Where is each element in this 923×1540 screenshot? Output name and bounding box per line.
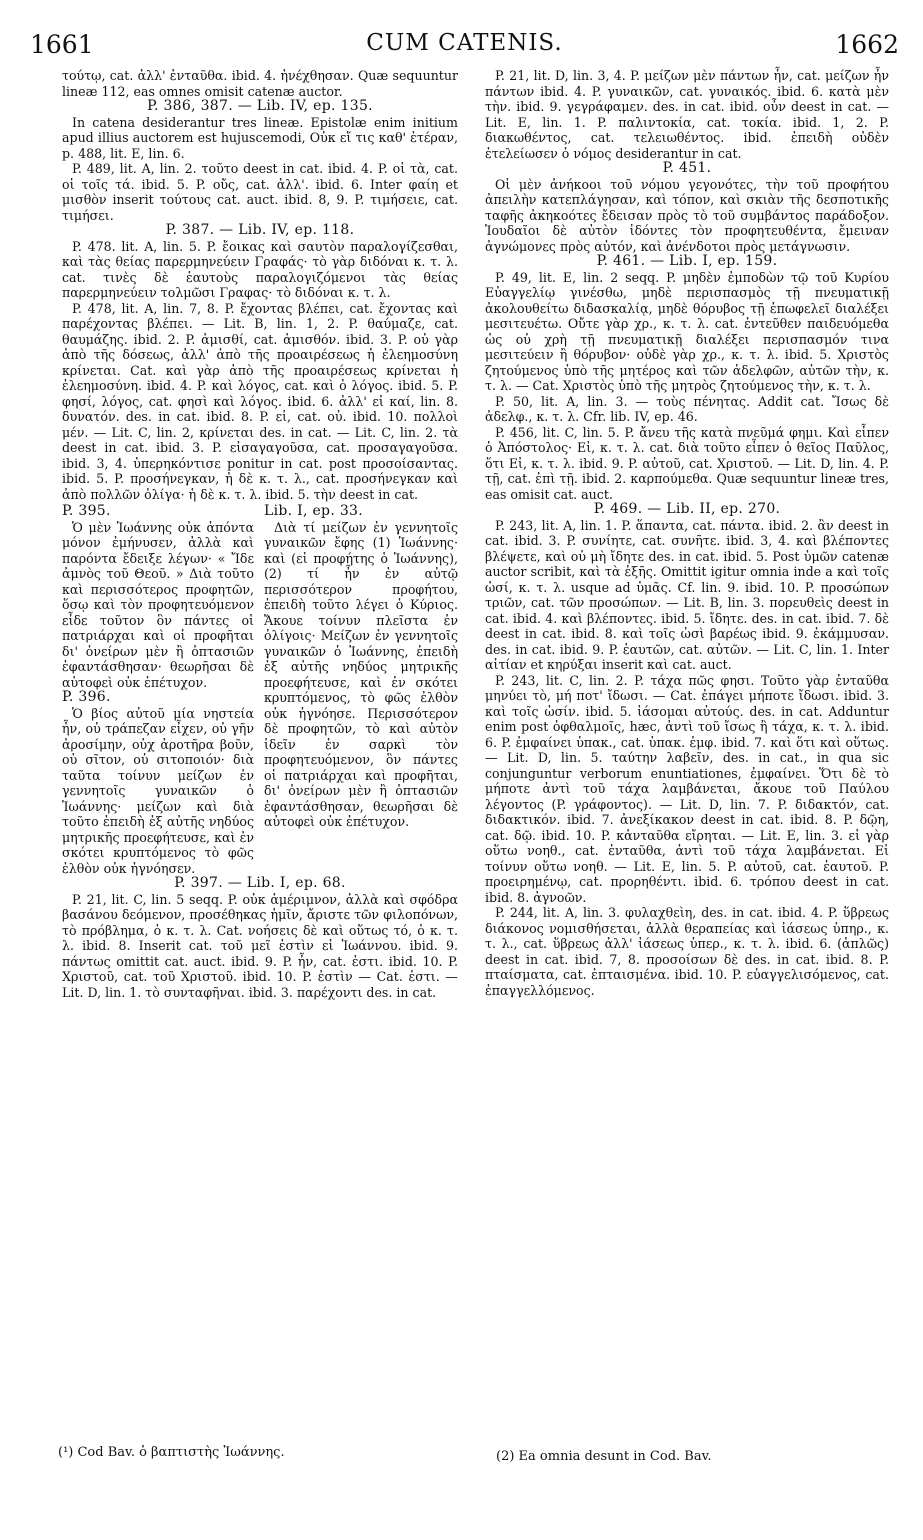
subcolumn-right	[264, 504, 458, 876]
section-heading: P. 397. — Lib. I, ep. 68.	[174, 875, 346, 891]
paragraph: Ὁ μὲν Ἰωάννης οὐκ ἀπόντα μόνον ἐμήνυσεν, ἀλλὰ καὶ παρόντα ἔδειξε λέγων· « Ἴδε ἀμνὸς τοῦ Θεοῦ. » Διὰ τοῦτο καὶ περισσότερος προφητῶν, ὅσῳ καὶ τὸν προφητευόμενον εἶδε τοῦτον ὃν πάντες οἱ πατριάρχαι καὶ οἱ προφῆται δι' ὀνείρων μὲν ἢ ὀπτασιῶν ἐφαντάσθησαν· θεωρῆσαι δὲ αὐτοφεὶ οὐκ ἐπέτυχον.	[62, 519, 254, 690]
section-heading: P. 387. — Lib. IV, ep. 118.	[165, 222, 355, 238]
section-heading: P. 461. — Lib. I, ep. 159.	[596, 253, 778, 269]
paragraph: P. 243, lit. A, lin. 1. P. ἅπαντα, cat. πάντα. ibid. 2. ἂν deest in cat. ibid. 3. P. συνίητε, cat. συνῆτε. ibid. 3, 4. καὶ βλέποντες βλέψετε, καὶ οὐ μὴ ἴδητε des. in cat. ibid. 5. Post ὑμῶν catenæ auctor scribit, καὶ τὰ ἑξῆς. Omittit igitur omnia inde a καὶ τοῖς ὠσί, κ. τ. λ. usque ad ὑμᾶς. Cf. lin. 9. ibid. 10. P. προσώπων τριῶν, cat. τῶν προσώπων. — Lit. B, lin. 3. πορευθεὶς deest in cat. ibid. 4. καὶ βλέποντες. ibid. 5. ἴδητε. des. in cat. ibid. 7. δὲ deest in cat. ibid. 8. καὶ τοῖς ὠσὶ βαρέως ibid. 9. ἐκάμμυσαν. des. in cat. ibid. 9. P. ἑαυτῶν, cat. αὐτῶν. — Lit. C, lin. 1. Inter αἰτίαν et κηρύξαι inserit καὶ cat. auct.	[485, 517, 889, 672]
paragraph: Διὰ τί μείζων ἐν γεννητοῖς γυναικῶν ἔφης (1) Ἰωάννης· καὶ (εἰ προφήτης ὁ Ἰωάννης), (2) τί ἦν ἐν αὐτῷ περισσότερον προφήτου, ἐπειδὴ τοῦτο λέγει ὁ Κύριος. Ἄκουε τοίνυν πλεῖστα ἐν ὀλίγοις· Μείζων ἐν γεννητοῖς γυναικῶν ὁ Ἰωάννης, ἐπειδὴ ἐξ αὐτῆς νηδύος μητρικῆς προεφήτευσε, καὶ ἐν σκότει κρυπτόμενος, τὸ φῶς ἐλθὸν οὐκ ἠγνόησε. Περισσότερον δὲ προφητῶν, τὸ καὶ αὐτὸν ἰδεῖν ἐν σαρκὶ τὸν προφητευόμενον, ὃν πάντες οἱ πατριάρχαι καὶ προφῆται, δι' ὀνείρων μὲν ἢ ὀπτασιῶν ἐφαντάσθησαν, θεωρῆσαι δὲ αὐτοφεὶ οὐκ ἐπέτυχον.	[264, 519, 458, 829]
section-heading: P. 396.	[62, 689, 111, 705]
page-header	[30, 30, 899, 64]
paragraph: P. 21, lit. C, lin. 5 seqq. P. οὐκ ἀμέριμνον, ἀλλὰ καὶ σφόδρα βασάνου δεόμενον, προσέθηκας ἡμῖν, ἄριστε τῶν φιλοπόνων, τὸ πρόβλημα, ὁ κ. τ. λ. Cat. νοήσεις δὲ καὶ οὕτως τό, ὁ κ. τ. λ. ibid. 8. Inserit cat. τοῦ μεῖ ἐστὶν εἰ Ἰωάννου. ibid. 9. πάντως omittit cat. auct. ibid. 9. P. ἦν, cat. ἐστι. ibid. 10. P. Χριστοῦ, cat. τοῦ Χριστοῦ. ibid. 10. P. ἐστὶν — Cat. ἐστι. — Lit. D, lin. 1. τὸ συνταφῆναι. ibid. 3. παρέχοντι des. in cat.	[62, 891, 458, 1000]
page-number-left: 1661	[30, 30, 94, 59]
section-heading: P. 469. — Lib. II, ep. 270.	[593, 501, 781, 517]
footnote-1: (¹) Cod Bav. ὁ βαπτιστὴς Ἰωάννης.	[58, 1445, 285, 1460]
paragraph: P. 489, lit. A, lin. 2. τοῦτο deest in cat. ibid. 4. P. οἱ τὰ, cat. οἱ τοῖς τά. ibid. 5. P. οὔς, cat. ἀλλ'. ibid. 6. Inter φαίη et μισθὸν inserit τούτους cat. auct. ibid. 8, 9. P. τιμήσειε, cat. τιμήσει.	[62, 161, 458, 223]
paragraph: P. 456, lit. C, lin. 5. P. ἄνευ τῆς κατὰ πνεῦμά φημι. Καὶ εἶπεν ὁ Ἀπόστολος· Εἰ, κ. τ. λ. cat. διὰ τοῦτο εἶπεν ὁ θεῖος Παῦλος, ὅτι Εἰ, κ. τ. λ. ibid. 9. P. αὐτοῦ, cat. Χριστοῦ. — Lit. D, lin. 4. P. τῇ, cat. ἐπὶ τῇ. ibid. 2. καρπούμεθα. Quæ sequuntur lineæ tres, eas omisit cat. auct.	[485, 424, 889, 502]
paragraph: In catena desiderantur tres lineæ. Epistolæ enim initium apud illius auctorem est hujuscemodi, Οὐκ εἴ τις καθ' ἑτέραν, p. 488, lit. E, lin. 6.	[62, 114, 458, 161]
paragraph: P. 243, lit. C, lin. 2. P. τάχα πῶς φησι. Τοῦτο γὰρ ἐνταῦθα μηνύει τὸ, μή ποτ' ἴδωσι. — Cat. ἐπάγει μήποτε ἴδωσι. ibid. 3. καὶ τοῖς ὠσίν. ibid. 5. ἰάσομαι αὐτούς. des. in cat. Adduntur enim post ὀφθαλμοῖς, hæc, ἀντὶ τοῦ ἴσως ἢ τάχα, κ. τ. λ. ibid. 6. P. ἐμφαίνει ὑπακ., cat. ὑπακ. ἐμφ. ibid. 7. καὶ ὅτι καὶ οὕτως. — Lit. D, lin. 5. ταύτην λαβεῖν, des. in cat., in qua sic conjunguntur verborum enuntiationes, ἐμφαίνει. Ὅτι δὲ τὸ μήποτε ἀντὶ τοῦ τάχα λαμβάνεται, ἄκουε τοῦ Παύλου λέγοντος (P. γράφοντος). — Lit. D, lin. 7. P. διδακτόν, cat. διδακτικόν. ibid. 7. ἀνεξίκακον deest in cat. ibid. 8. P. δῷη, cat. δῷ. ibid. 10. P. κἀνταῦθα εἴρηται. — Lit. E, lin. 3. εἰ γὰρ οὕτω νοηθ., cat. ἐνταῦθα, ἀντὶ τοῦ τάχα λαμβάνεται. Εἰ τοίνυν οὕτω νοηθ. — Lit. E, lin. 5. P. αὐτοῦ, cat. ἑαυτοῦ. P. προειρημένῳ, cat. προρηθέντι. ibid. 6. τρόπου deest in cat. ibid. 8. ἀγνοῶν.	[485, 672, 889, 905]
section-heading: P. 395.	[62, 503, 111, 519]
section-heading: P. 386, 387. — Lib. IV, ep. 135.	[147, 98, 373, 114]
right-column	[485, 68, 889, 998]
paragraph: P. 244, lit. A, lin. 3. φυλαχθεὶη, des. in cat. ibid. 4. P. ὕβρεως διάκονος νομισθήσεται, ἀλλὰ θεραπείας καὶ ἰάσεως ὑπηρ., κ. τ. λ., cat. ὕβρεως ἀλλ' ἰάσεως ὑπερ., κ. τ. λ. ibid. 6. (ἁπλῶς) deest in cat. ibid. 7, 8. προσοίσων δὲ des. in cat. ibid. 8. P. πταίσματα, cat. ἐπταισμένα. ibid. 10. P. εὐαγγελισόμενος, cat. ἐπαγγελλόμενος.	[485, 905, 889, 998]
paragraph: Ὁ βίος αὐτοῦ μία νηστεία ἦν, οὐ τράπεζαν εἶχεν, οὐ γῆν ἀροσίμην, οὐχ ἀροτῆρα βοῦν, οὐ σῖτον, οὐ σιτοποιόν· διὰ ταῦτα τοίνυν μείζων ἐν γεννητοῖς γυναικῶν ὁ Ἰωάννης· μείζων καὶ διὰ τοῦτο ἐπειδὴ ἐξ αὐτῆς νηδύος μητρικῆς προεφήτευσε, καὶ ἐν σκότει κρυπτόμενος τὸ φῶς ἐλθὸν οὐκ ἠγνόησεν.	[62, 705, 254, 876]
paragraph: P. 21, lit. D, lin. 3, 4. P. μείζων μὲν πάντων ἦν, cat. μείζων ἦν πάντων ibid. 4. P. γυναικῶν, cat. γυναικός. ibid. 6. κατὰ μὲν τὴν. ibid. 9. γεγράφαμεν. des. in cat. ibid. οὖν deest in cat. — Lit. E, lin. 1. P. παλιντοκία, cat. τοκία. ibid. 1, 2. P. διακωθέντος, cat. τελειωθέντος. ibid. ἐπειδὴ οὐδὲν ἐτελείωσεν ὁ νόμος desiderantur in cat.	[485, 68, 889, 161]
section-heading: Lib. I, ep. 33.	[264, 503, 363, 519]
paragraph: τούτῳ, cat. ἀλλ' ἐνταῦθα. ibid. 4. ἠνέχθησαν. Quæ sequuntur lineæ 112, eas omnes omisit catenæ auctor.	[62, 68, 458, 99]
left-column	[62, 68, 458, 1000]
running-title: CUM CATENIS.	[366, 30, 563, 56]
paragraph: Οἱ μὲν ἀνήκοοι τοῦ νόμου γεγονότες, τὴν τοῦ προφήτου ἀπειλὴν κατεπλάγησαν, καὶ τόπον, καὶ σκιὰν τῆς δεσποτικῆς ταφῆς ἀκηκοότες ἔδεισαν πρὸς τὸ τοῦ συμβάντος παράδοξον. Ἰουδαῖοι δὲ αὐτὸν ἰδόντες τὸν προφητευθέντα, ἔμειναν ἀγνώμονες πρὸς αὐτόν, καὶ ἀνένδοτοι πρὸς μετάγνωσιν.	[485, 176, 889, 254]
paragraph: P. 478. lit. A, lin. 5. P. ἔοικας καὶ σαυτὸν παραλογίζεσθαι, καὶ τὰς θείας παρερμηνεύειν Γραφάς· τὸ γὰρ διδόναι κ. τ. λ. cat. τινὲς δὲ ἑαυτοὺς παραλογιζόμενοι τὰς θείας παρερμηνεύειν τολμῶσι Γραφας· τὸ διδόναι κ. τ. λ.	[62, 238, 458, 300]
subcolumn-left	[62, 504, 254, 876]
page-number-right: 1662	[835, 30, 899, 59]
paragraph: P. 478, lit. A, lin. 7, 8. P. ἔχοντας βλέπει, cat. ἔχοντας καὶ παρέχοντας βλέπει. — Lit. B, lin. 1, 2. P. θαύμαζε, cat. θαυμάζης. ibid. 2. P. ἀμισθί, cat. ἀμισθόν. ibid. 3. P. οὐ γὰρ ἀπὸ τῆς δόσεως, ἀλλ' ἀπὸ τῆς προαιρέσεως ἡ ἐλεημοσύνη κρίνεται. Cat. καὶ γὰρ ἀπὸ τῆς προαιρέσεως κρίνεται ἡ ἐλεημοσύνη. ibid. 4. P. καὶ λόγος, cat. καὶ ὁ λόγος. ibid. 5. P. φησί, λόγος, cat. φησὶ καὶ λόγος. ibid. 6. ἀλλ' εἰ καί, lin. 8. δυνατόν. des. in cat. ibid. 8. P. εἰ, cat. οὐ. ibid. 10. πολλοὶ μέν. — Lit. C, lin. 2, κρίνεται des. in cat. — Lit. C, lin. 2. τὰ deest in cat. ibid. 3. P. εἰσαγαγοῦσα, cat. προσαγαγοῦσα. ibid. 3, 4. ὑπερηκόντισε ponitur in cat. post προσοίσαντας. ibid. 5. P. προσήνεγκαν, ἡ δὲ κ. τ. λ., cat. προσήνεγκαν καὶ ἀπὸ πολλῶν ὀλίγα· ἡ δὲ κ. τ. λ. ibid. 5. τὴν deest in cat.	[62, 300, 458, 502]
footnote-2: (2) Ea omnia desunt in Cod. Bav.	[496, 1449, 712, 1464]
section-heading: P. 451.	[662, 160, 712, 176]
paragraph: P. 49, lit. E, lin. 2 seqq. P. μηδὲν ἐμποδὼν τῷ τοῦ Κυρίου Εὐαγγελίῳ γινέσθω, μηδὲ περισπασμὸς τῇ πνευματικῇ ἀκολουθείτω διδασκαλίᾳ, μηδὲ θόρυβος τῇ ἐπωφελεῖ διαλέξει μεσιτευέτω. Οὔτε γὰρ χρ., κ. τ. λ. cat. ἐντεῦθεν παιδευόμεθα ὡς οὐ χρὴ τῇ πνευματικῇ διαλέξει περισπασμόν τινα μεσιτεύειν ἢ θόρυβον· οὐδὲ γὰρ χρ., κ. τ. λ. ibid. 5. Χριστὸς ζητούμενος ὑπὸ τῆς μητέρος καὶ τῶν ἀδελφῶν, αὐτῶν τὴν, κ. τ. λ. — Cat. Χριστὸς ὑπὸ τῆς μητρὸς ζητούμενος τὴν, κ. τ. λ.	[485, 269, 889, 393]
paragraph: P. 50, lit. A, lin. 3. — τοὺς πένητας. Addit cat. Ἴσως δὲ ἀδελφ., κ. τ. λ. Cfr. lib. IV, ep. 46.	[485, 393, 889, 424]
two-column-comparison	[62, 504, 458, 876]
